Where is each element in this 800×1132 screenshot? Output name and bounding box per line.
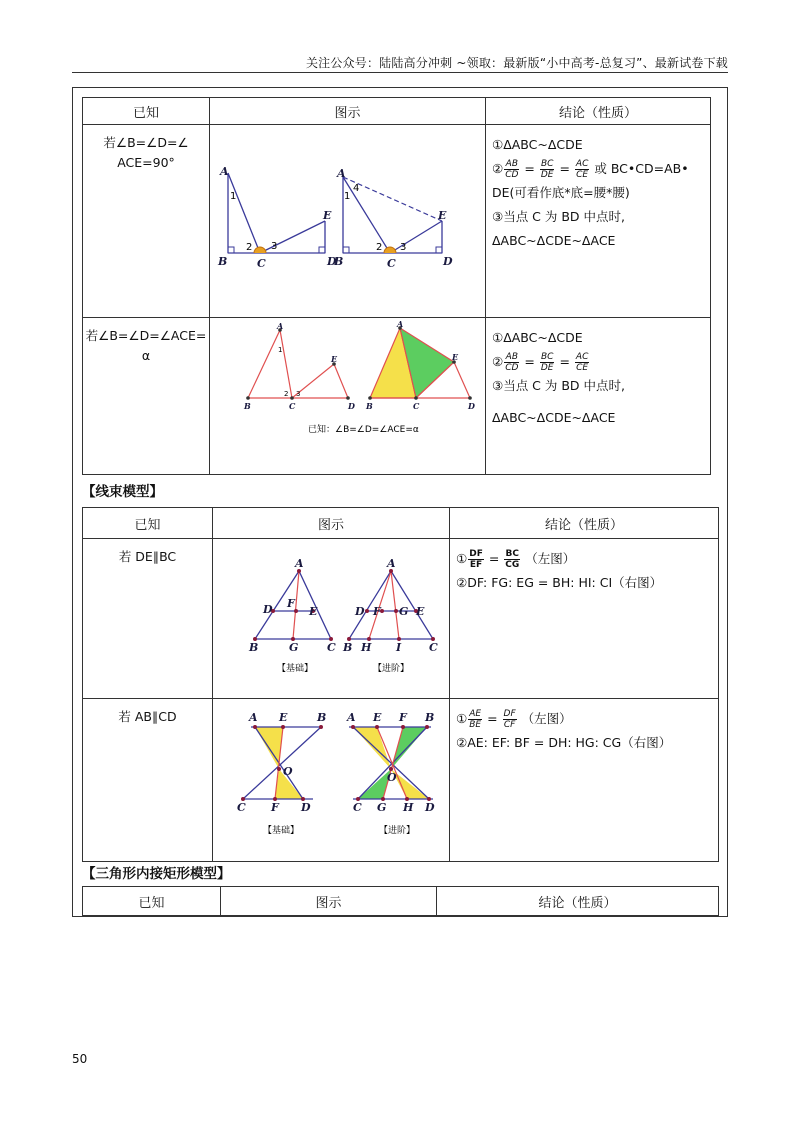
header-figure: 图示 <box>221 887 437 916</box>
label-a: A <box>295 557 304 570</box>
figure-caption: 【基础】 <box>277 664 314 674</box>
label-a: A <box>220 165 229 178</box>
label-b: B <box>249 641 259 654</box>
fraction-denominator: CD <box>505 170 519 180</box>
figure-alpha-model <box>210 318 486 470</box>
ratio-suffix: （左图） <box>521 711 572 726</box>
label-f: F <box>271 801 279 814</box>
conclusion-cell <box>486 125 711 318</box>
label-d: D <box>443 255 453 268</box>
label-a: A <box>347 711 356 724</box>
label-a: A <box>277 321 284 331</box>
figure-left <box>237 711 326 836</box>
angle-1: 1 <box>230 191 237 202</box>
fraction-denominator: CE <box>576 170 589 180</box>
figure-left <box>248 557 336 674</box>
header-conclusion: 结论（性质） <box>486 98 711 125</box>
fraction-numerator: AE <box>469 709 482 719</box>
figure-left <box>243 321 355 411</box>
conclusion-line: ΔABC~ΔCDE~ΔACE <box>492 410 616 425</box>
section-title-inscribed-rectangle: 【三角形内接矩形模型】 <box>82 866 231 882</box>
ratio-prefix: ① <box>456 551 468 566</box>
label-d: D <box>263 603 273 616</box>
table-row <box>83 539 719 699</box>
figure-cell <box>213 699 450 862</box>
label-c: C <box>387 257 396 270</box>
table-row <box>83 699 719 862</box>
fraction <box>504 549 520 570</box>
label-c: C <box>429 641 438 654</box>
label-g: G <box>399 605 409 618</box>
label-d: D <box>327 255 337 268</box>
label-e: E <box>331 354 338 364</box>
label-b: B <box>218 255 228 268</box>
conclusion-line: ②AE: EF: BF = DH: HG: CG（右图） <box>456 735 672 750</box>
figure-right <box>342 557 438 674</box>
fraction-numerator: BC <box>505 549 519 559</box>
label-e: E <box>373 711 382 724</box>
fraction <box>575 159 589 180</box>
angle-2: 2 <box>246 242 253 253</box>
figure-cell <box>210 318 486 475</box>
angle-3: 3 <box>400 242 407 253</box>
known-line: 若 DE∥BC <box>118 549 177 564</box>
ratio-prefix: ② <box>492 354 504 369</box>
fraction <box>503 709 517 730</box>
label-h: H <box>361 641 372 654</box>
angle-1: 1 <box>278 346 283 354</box>
known-line: 若∠B=∠D=∠ <box>103 135 189 150</box>
fraction <box>540 159 555 180</box>
label-b: B <box>366 401 373 411</box>
label-a: A <box>249 711 258 724</box>
ratio-suffix: （左图） <box>525 551 576 566</box>
table-header-row <box>83 508 719 539</box>
ratio-prefix: ① <box>456 711 468 726</box>
label-b: B <box>334 255 344 268</box>
label-h: H <box>403 801 414 814</box>
conclusion-line: ③当点 C 为 BD 中点时, <box>492 209 626 224</box>
table-row <box>83 125 711 318</box>
fraction-denominator: CD <box>505 363 519 373</box>
fraction <box>540 352 555 373</box>
table-header-row <box>83 98 711 125</box>
angle-4: 4 <box>353 183 360 194</box>
label-e: E <box>309 605 318 618</box>
label-d: D <box>348 401 355 411</box>
page-header: 关注公众号：陆陆高分冲刺 ~领取：最新版“小中高考-总复习”、最新试卷下载 <box>305 56 728 70</box>
fraction-numerator: BC <box>540 159 554 169</box>
label-f: F <box>373 605 381 618</box>
label-d: D <box>355 605 365 618</box>
figure-caption: 【进阶】 <box>373 664 410 674</box>
figure-parallel-de-bc <box>213 539 450 694</box>
conclusion-cell <box>486 318 711 475</box>
figure-cell <box>213 539 450 699</box>
figure-right <box>333 167 453 270</box>
fraction-numerator: AC <box>575 352 589 362</box>
label-c: C <box>257 257 266 270</box>
conclusion-ratio-line: ① $\frac{AE}{BE}$ = $\frac{DF}{CF}$ （左图） <box>456 709 572 730</box>
conclusion-line: ②DF: FG: EG = BH: HI: CI（右图） <box>456 575 663 590</box>
fraction <box>575 352 589 373</box>
label-o: O <box>387 771 397 784</box>
figure-right <box>365 319 475 411</box>
label-d: D <box>468 401 475 411</box>
figure-caption: 【进阶】 <box>379 826 416 836</box>
section-title-line-bundle: 【线束模型】 <box>82 484 163 500</box>
fraction <box>468 549 484 570</box>
known-cell <box>83 699 213 862</box>
figure-right <box>346 711 435 836</box>
known-line: 若 AB∥CD <box>118 709 177 724</box>
label-e: E <box>438 209 447 222</box>
header-figure: 图示 <box>213 508 450 539</box>
conclusion-line: DE(可看作底*底=腰*腰) <box>492 185 630 200</box>
header-known: 已知 <box>83 887 221 916</box>
label-b: B <box>425 711 435 724</box>
label-i: I <box>396 641 402 654</box>
known-cell <box>83 539 213 699</box>
conclusion-ratio-line: ① $\frac{DF}{EF}$ = $\frac{BC}{CG}$ （左图） <box>456 549 576 570</box>
fraction-denominator: DE <box>540 363 554 373</box>
fraction <box>504 352 519 373</box>
angle-2: 2 <box>376 242 383 253</box>
label-c: C <box>353 801 362 814</box>
header-conclusion: 结论（性质） <box>450 508 719 539</box>
figure-caption: 已知：∠B=∠D=∠ACE=α <box>308 425 419 435</box>
fraction <box>468 709 482 730</box>
figure-parallel-ab-cd <box>213 699 450 857</box>
label-g: G <box>377 801 387 814</box>
label-c: C <box>327 641 336 654</box>
label-e: E <box>416 605 425 618</box>
conclusion-line: ①ΔABC~ΔCDE <box>492 137 583 152</box>
table-line-bundle <box>82 507 719 862</box>
label-b: B <box>343 641 353 654</box>
fraction-numerator: AC <box>575 159 589 169</box>
known-line: ACE=90° <box>117 155 175 170</box>
header-known: 已知 <box>83 508 213 539</box>
known-line: α <box>141 348 151 363</box>
angle-3: 3 <box>296 390 301 398</box>
fraction-denominator: DE <box>540 170 554 180</box>
table-row <box>83 318 711 475</box>
label-a: A <box>397 319 404 329</box>
known-cell <box>83 318 210 475</box>
fraction-denominator: CE <box>576 363 589 373</box>
fraction-numerator: DF <box>469 549 483 559</box>
fraction-numerator: AB <box>505 159 518 169</box>
figure-caption: 【基础】 <box>263 826 300 836</box>
conclusion-ratio-line: ② $\frac{AB}{CD}$ = $\frac{BC}{DE}$ = $\frac{AC}{CE}$ <box>492 352 589 373</box>
conclusion-line: ③当点 C 为 BD 中点时, <box>492 378 626 393</box>
label-e: E <box>323 209 332 222</box>
header-known: 已知 <box>83 98 210 125</box>
conclusion-cell <box>450 699 719 862</box>
fraction-denominator: EF <box>469 560 483 570</box>
label-d: D <box>301 801 311 814</box>
conclusion-ratio-line: ② $\frac{AB}{CD}$ = $\frac{BC}{DE}$ = $\frac{AC}{CE}$ 或 BC•CD=AB• <box>492 159 689 180</box>
fraction-denominator: CF <box>503 720 516 730</box>
conclusion-line: ΔABC~ΔCDE~ΔACE <box>492 233 616 248</box>
conclusion-cell <box>450 539 719 699</box>
page-number: 50 <box>72 1052 88 1066</box>
header-figure: 图示 <box>210 98 486 125</box>
label-f: F <box>399 711 407 724</box>
label-b: B <box>244 401 251 411</box>
known-cell <box>83 125 210 318</box>
table-inscribed-rectangle <box>82 886 719 916</box>
ratio-suffix: 或 BC•CD=AB• <box>594 161 689 176</box>
table-similar-triangles <box>82 97 711 475</box>
label-f: F <box>287 597 295 610</box>
fraction-denominator: CG <box>505 560 520 570</box>
figure-cell <box>210 125 486 318</box>
known-line: 若∠B=∠D=∠ACE= <box>85 328 207 343</box>
fraction-numerator: AB <box>505 352 518 362</box>
fraction-numerator: BC <box>540 352 554 362</box>
label-c: C <box>289 401 296 411</box>
label-e: E <box>452 352 459 362</box>
label-o: O <box>283 765 293 778</box>
conclusion-line: ①ΔABC~ΔCDE <box>492 330 583 345</box>
figure-left <box>217 165 337 270</box>
label-a: A <box>337 167 346 180</box>
header-divider <box>72 72 728 73</box>
label-c: C <box>413 401 420 411</box>
angle-3: 3 <box>271 241 278 252</box>
header-conclusion: 结论（性质） <box>437 887 719 916</box>
label-d: D <box>425 801 435 814</box>
label-b: B <box>317 711 327 724</box>
label-c: C <box>237 801 246 814</box>
label-a: A <box>387 557 396 570</box>
ratio-prefix: ② <box>492 161 504 176</box>
figure-right-angle-model <box>210 125 486 313</box>
angle-1: 1 <box>344 191 351 202</box>
label-e: E <box>279 711 288 724</box>
fraction-denominator: BE <box>469 720 482 730</box>
angle-2: 2 <box>284 390 289 398</box>
table-header-row <box>83 887 719 916</box>
fraction <box>504 159 519 180</box>
fraction-numerator: DF <box>503 709 516 719</box>
label-g: G <box>289 641 299 654</box>
